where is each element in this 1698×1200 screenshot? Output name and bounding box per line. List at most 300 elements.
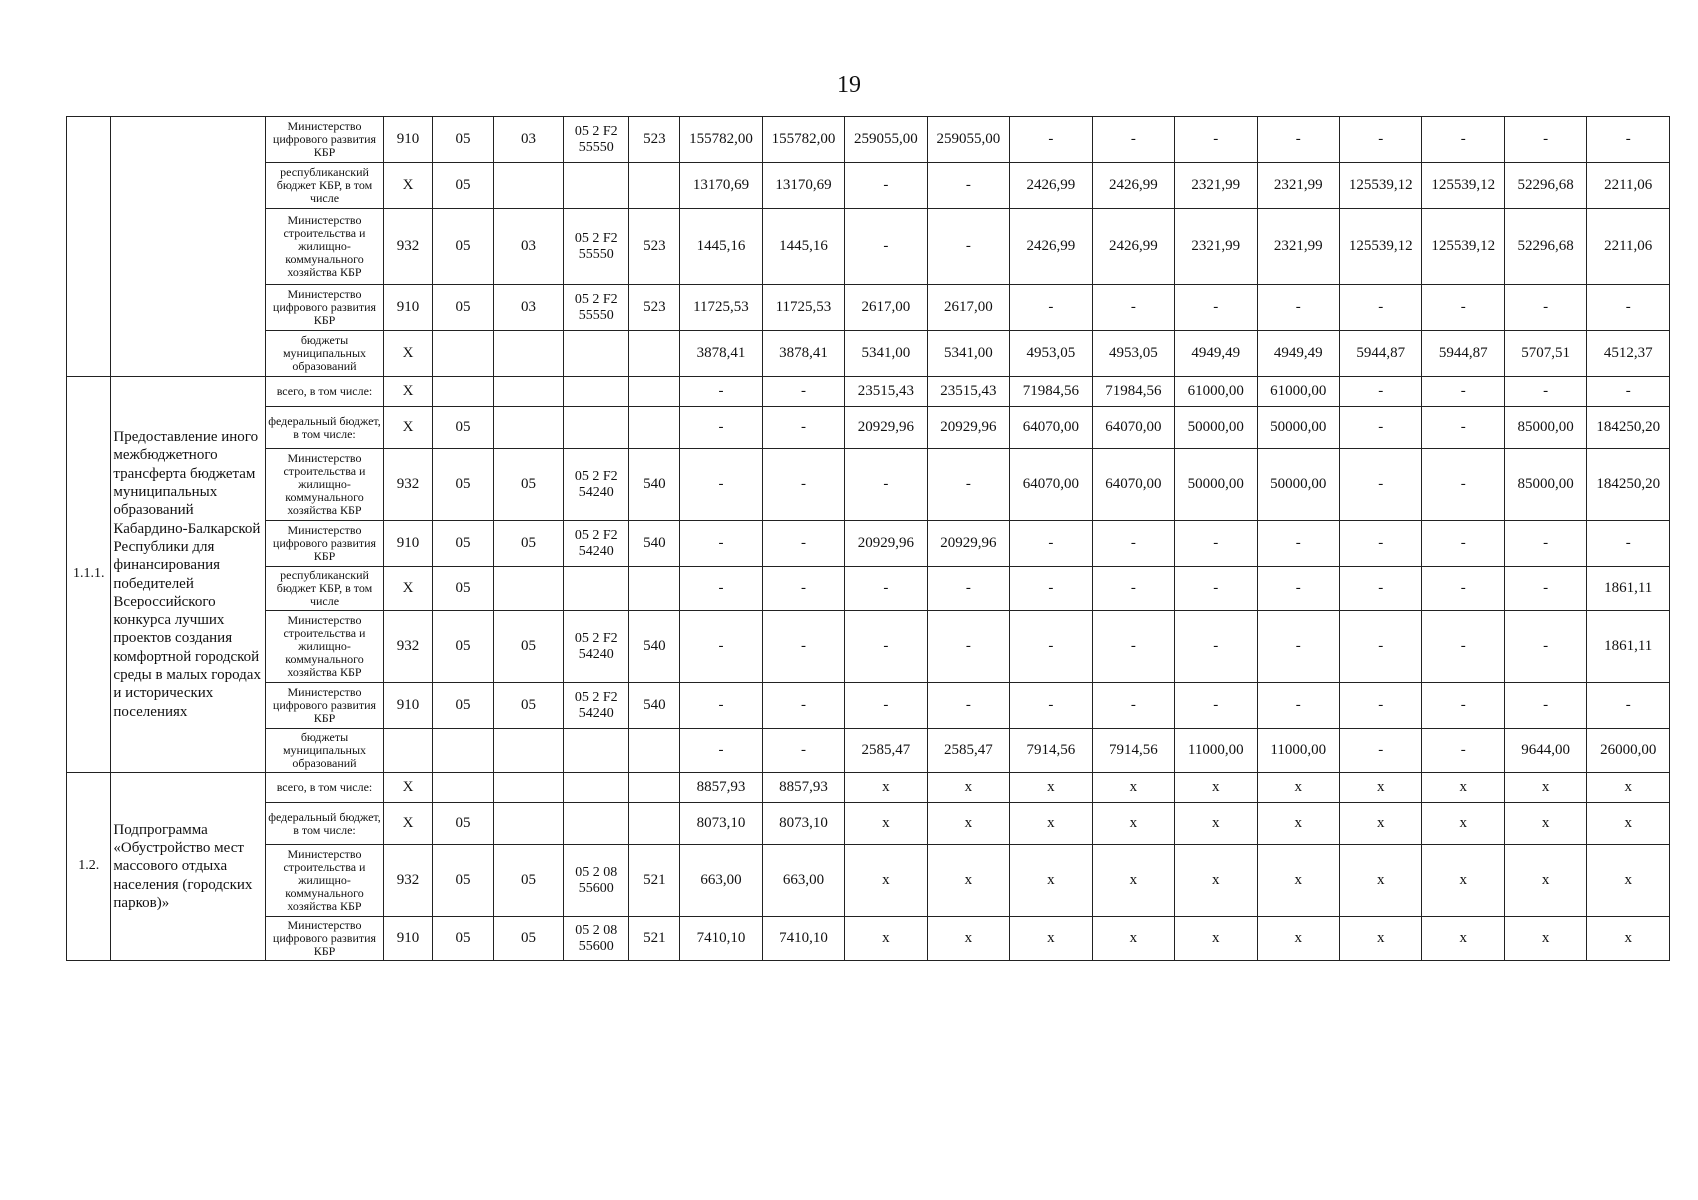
table-row — [67, 917, 1670, 961]
row-value: 50000,00 — [1257, 449, 1339, 521]
row-value: 3878,41 — [762, 331, 844, 377]
row-value: - — [1422, 611, 1504, 683]
row-value: 64070,00 — [1092, 449, 1174, 521]
row-value: 4949,49 — [1257, 331, 1339, 377]
row-value: 71984,56 — [1010, 377, 1092, 407]
row-code-c5 — [629, 377, 680, 407]
row-code-c1: 932 — [384, 449, 433, 521]
row-value: 155782,00 — [762, 117, 844, 163]
row-value: - — [1092, 117, 1174, 163]
row-code-c3 — [494, 331, 564, 377]
row-code-c4 — [563, 407, 629, 449]
row-code-c4 — [563, 803, 629, 845]
row-value: - — [1010, 521, 1092, 567]
row-value: х — [1587, 803, 1670, 845]
row-value: - — [1175, 611, 1257, 683]
row-value: - — [1504, 683, 1586, 729]
row-code-c4 — [563, 377, 629, 407]
row-value: 23515,43 — [927, 377, 1009, 407]
row-value: 2617,00 — [927, 285, 1009, 331]
row-value: 125539,12 — [1422, 209, 1504, 285]
row-code-c2: 05 — [432, 209, 493, 285]
row-code-c4 — [563, 331, 629, 377]
row-value: - — [845, 683, 927, 729]
row-code-c5: 540 — [629, 683, 680, 729]
row-code-c5: 523 — [629, 285, 680, 331]
row-value: х — [1504, 845, 1586, 917]
row-value: - — [1257, 117, 1339, 163]
row-value: 2585,47 — [927, 729, 1009, 773]
row-value: 8073,10 — [762, 803, 844, 845]
group-title: Подпрограмма «Обустройство мест массового отдыха населения (городских парков)» — [111, 773, 265, 961]
row-code-c3 — [494, 407, 564, 449]
group-number: 1.2. — [67, 773, 111, 961]
row-value: - — [1092, 285, 1174, 331]
row-value: - — [927, 683, 1009, 729]
row-value: - — [1339, 449, 1421, 521]
row-value: - — [680, 377, 762, 407]
row-value: - — [1175, 567, 1257, 611]
row-value: х — [927, 803, 1009, 845]
row-value: - — [1010, 683, 1092, 729]
row-value: - — [1010, 567, 1092, 611]
row-value: - — [762, 683, 844, 729]
row-code-c1: 932 — [384, 611, 433, 683]
row-value: - — [1422, 729, 1504, 773]
row-value: - — [845, 163, 927, 209]
row-value: 184250,20 — [1587, 407, 1670, 449]
row-value: х — [1422, 773, 1504, 803]
row-value: 259055,00 — [927, 117, 1009, 163]
row-code-c5: 540 — [629, 521, 680, 567]
row-code-c5 — [629, 567, 680, 611]
row-code-c1: 932 — [384, 845, 433, 917]
row-value: - — [1339, 683, 1421, 729]
row-value: х — [845, 773, 927, 803]
row-code-c2 — [432, 773, 493, 803]
row-value: х — [1175, 773, 1257, 803]
row-source-name: федеральный бюджет, в том числе: — [265, 803, 383, 845]
row-value: - — [1339, 117, 1421, 163]
row-value: - — [1504, 285, 1586, 331]
row-source-name: республиканский бюджет КБР, в том числе — [265, 163, 383, 209]
row-code-c4: 05 2 F2 55550 — [563, 285, 629, 331]
row-value: х — [1257, 845, 1339, 917]
row-code-c4: 05 2 08 55600 — [563, 917, 629, 961]
table-row — [67, 117, 1670, 163]
row-value: 20929,96 — [927, 407, 1009, 449]
row-value: 52296,68 — [1504, 209, 1586, 285]
row-value: 259055,00 — [845, 117, 927, 163]
row-code-c3: 05 — [494, 845, 564, 917]
row-code-c1: 910 — [384, 285, 433, 331]
row-value: х — [1422, 917, 1504, 961]
row-code-c3 — [494, 803, 564, 845]
row-value: 5341,00 — [927, 331, 1009, 377]
row-code-c3: 05 — [494, 683, 564, 729]
row-value: 11725,53 — [762, 285, 844, 331]
row-value: х — [1504, 773, 1586, 803]
row-value: 2321,99 — [1257, 163, 1339, 209]
row-value: 1445,16 — [762, 209, 844, 285]
row-value: - — [762, 407, 844, 449]
row-code-c1: Х — [384, 377, 433, 407]
row-value: 2426,99 — [1010, 209, 1092, 285]
row-value: 20929,96 — [927, 521, 1009, 567]
row-value: 7410,10 — [762, 917, 844, 961]
row-code-c1: Х — [384, 331, 433, 377]
row-value: 7914,56 — [1092, 729, 1174, 773]
row-code-c4 — [563, 163, 629, 209]
row-value: х — [927, 773, 1009, 803]
row-value: 4953,05 — [1092, 331, 1174, 377]
row-value: - — [1504, 117, 1586, 163]
row-value: х — [1092, 917, 1174, 961]
row-value: - — [1504, 611, 1586, 683]
row-value: - — [845, 449, 927, 521]
row-value: 26000,00 — [1587, 729, 1670, 773]
group-number: 1.1.1. — [67, 377, 111, 773]
row-code-c2: 05 — [432, 407, 493, 449]
row-value: - — [680, 521, 762, 567]
row-value: - — [927, 611, 1009, 683]
row-value: 11000,00 — [1175, 729, 1257, 773]
row-value: 8857,93 — [680, 773, 762, 803]
row-value: 2426,99 — [1010, 163, 1092, 209]
row-code-c3: 03 — [494, 117, 564, 163]
row-value: - — [1010, 285, 1092, 331]
row-code-c3 — [494, 729, 564, 773]
row-code-c4 — [563, 567, 629, 611]
group-title — [111, 117, 265, 377]
row-value: - — [762, 611, 844, 683]
row-value: х — [1504, 917, 1586, 961]
row-value: х — [1257, 773, 1339, 803]
row-value: 5944,87 — [1339, 331, 1421, 377]
row-value: - — [680, 611, 762, 683]
row-value: 64070,00 — [1010, 407, 1092, 449]
row-code-c3: 03 — [494, 285, 564, 331]
row-value: х — [1175, 803, 1257, 845]
row-value: 4949,49 — [1175, 331, 1257, 377]
table-row — [67, 845, 1670, 917]
row-code-c2: 05 — [432, 683, 493, 729]
row-value: - — [1092, 567, 1174, 611]
row-code-c4 — [563, 729, 629, 773]
row-value: 85000,00 — [1504, 407, 1586, 449]
row-source-name: Министерство цифрового развития КБР — [265, 285, 383, 331]
row-code-c2: 05 — [432, 803, 493, 845]
row-code-c3 — [494, 377, 564, 407]
row-value: 663,00 — [762, 845, 844, 917]
row-source-name: Министерство строительства и жилищно-коммунального хозяйства КБР — [265, 845, 383, 917]
table-row — [67, 285, 1670, 331]
row-code-c2: 05 — [432, 449, 493, 521]
group-number — [67, 117, 111, 377]
row-value: - — [680, 683, 762, 729]
row-code-c4: 05 2 F2 55550 — [563, 117, 629, 163]
row-source-name: Министерство строительства и жилищно-коммунального хозяйства КБР — [265, 611, 383, 683]
row-value: х — [1010, 773, 1092, 803]
row-value: 1861,11 — [1587, 567, 1670, 611]
row-value: х — [1422, 803, 1504, 845]
row-value: 5341,00 — [845, 331, 927, 377]
group-title: Предоставление иного межбюджетного трансферта бюджетам муниципальных образований Кабардино-Балкарской Республики для финансирования победителей Всероссийского конкурса лучших проектов создания комфортной городской среды в малых городах и исторических поселениях — [111, 377, 265, 773]
row-value: 155782,00 — [680, 117, 762, 163]
row-value: 11000,00 — [1257, 729, 1339, 773]
row-code-c2: 05 — [432, 611, 493, 683]
row-code-c4 — [563, 773, 629, 803]
row-value: - — [1339, 567, 1421, 611]
row-source-name: Министерство цифрового развития КБР — [265, 521, 383, 567]
row-code-c2 — [432, 729, 493, 773]
row-value: - — [927, 209, 1009, 285]
row-value: 8073,10 — [680, 803, 762, 845]
row-value: - — [845, 567, 927, 611]
row-value: х — [1587, 845, 1670, 917]
row-code-c1: Х — [384, 163, 433, 209]
row-value: 85000,00 — [1504, 449, 1586, 521]
row-value: - — [1504, 521, 1586, 567]
table-row — [67, 567, 1670, 611]
row-value: х — [1339, 803, 1421, 845]
row-value: х — [1092, 773, 1174, 803]
row-value: - — [1587, 117, 1670, 163]
row-value: - — [1010, 611, 1092, 683]
row-code-c5: 523 — [629, 209, 680, 285]
row-code-c3 — [494, 773, 564, 803]
row-code-c2 — [432, 377, 493, 407]
row-value: 8857,93 — [762, 773, 844, 803]
row-value: 184250,20 — [1587, 449, 1670, 521]
row-value: х — [1339, 845, 1421, 917]
row-value: 4953,05 — [1010, 331, 1092, 377]
row-value: - — [1422, 117, 1504, 163]
page-number: 19 — [837, 72, 861, 98]
row-value: 7914,56 — [1010, 729, 1092, 773]
row-value: - — [1504, 567, 1586, 611]
row-code-c1: Х — [384, 773, 433, 803]
row-code-c5: 540 — [629, 449, 680, 521]
table-row — [67, 611, 1670, 683]
row-value: 5707,51 — [1504, 331, 1586, 377]
row-value: х — [1257, 803, 1339, 845]
row-source-name: Министерство цифрового развития КБР — [265, 683, 383, 729]
row-value: 663,00 — [680, 845, 762, 917]
row-value: - — [1339, 285, 1421, 331]
row-value: - — [762, 729, 844, 773]
row-source-name: бюджеты муниципальных образований — [265, 331, 383, 377]
row-value: 20929,96 — [845, 521, 927, 567]
row-value: х — [1175, 845, 1257, 917]
row-source-name: Министерство цифрового развития КБР — [265, 917, 383, 961]
row-code-c3: 03 — [494, 209, 564, 285]
row-value: - — [762, 521, 844, 567]
row-value: - — [1422, 407, 1504, 449]
row-code-c2: 05 — [432, 567, 493, 611]
row-value: х — [927, 845, 1009, 917]
row-value: 9644,00 — [1504, 729, 1586, 773]
row-value: 2321,99 — [1175, 163, 1257, 209]
row-value: - — [927, 449, 1009, 521]
row-value: 64070,00 — [1010, 449, 1092, 521]
row-source-name: всего, в том числе: — [265, 773, 383, 803]
row-code-c4: 05 2 F2 54240 — [563, 521, 629, 567]
row-code-c5 — [629, 163, 680, 209]
row-code-c1: 910 — [384, 117, 433, 163]
row-value: - — [1587, 683, 1670, 729]
row-value: х — [845, 917, 927, 961]
row-code-c3 — [494, 567, 564, 611]
table-row — [67, 407, 1670, 449]
row-code-c5 — [629, 407, 680, 449]
row-value: 61000,00 — [1175, 377, 1257, 407]
row-code-c5 — [629, 803, 680, 845]
row-value: х — [845, 803, 927, 845]
row-value: - — [1257, 683, 1339, 729]
row-value: - — [1587, 521, 1670, 567]
row-value: - — [1257, 521, 1339, 567]
row-value: - — [845, 209, 927, 285]
row-code-c2: 05 — [432, 845, 493, 917]
row-value: 50000,00 — [1175, 407, 1257, 449]
row-value: - — [680, 449, 762, 521]
row-value: - — [1422, 377, 1504, 407]
row-value: х — [1092, 845, 1174, 917]
budget-table — [66, 116, 1670, 961]
row-value: 2426,99 — [1092, 209, 1174, 285]
row-source-name: всего, в том числе: — [265, 377, 383, 407]
row-value: - — [1010, 117, 1092, 163]
row-value: - — [1092, 683, 1174, 729]
row-value: - — [927, 163, 1009, 209]
row-value: 2211,06 — [1587, 163, 1670, 209]
row-code-c4: 05 2 F2 54240 — [563, 611, 629, 683]
row-value: 5944,87 — [1422, 331, 1504, 377]
row-value: х — [1092, 803, 1174, 845]
row-value: - — [1339, 377, 1421, 407]
row-value: - — [1175, 285, 1257, 331]
row-value: - — [1339, 729, 1421, 773]
row-value: - — [1339, 611, 1421, 683]
row-value: 64070,00 — [1092, 407, 1174, 449]
row-value: х — [1587, 917, 1670, 961]
row-code-c1: Х — [384, 407, 433, 449]
row-code-c4: 05 2 08 55600 — [563, 845, 629, 917]
row-value: 11725,53 — [680, 285, 762, 331]
row-code-c5: 523 — [629, 117, 680, 163]
row-value: - — [1587, 377, 1670, 407]
row-code-c1: Х — [384, 803, 433, 845]
table-row — [67, 773, 1670, 803]
row-value: х — [1339, 917, 1421, 961]
row-value: 50000,00 — [1175, 449, 1257, 521]
row-value: 7410,10 — [680, 917, 762, 961]
row-value: - — [1422, 285, 1504, 331]
table-row — [67, 521, 1670, 567]
row-value: - — [1175, 521, 1257, 567]
row-value: - — [1339, 407, 1421, 449]
row-code-c4: 05 2 F2 54240 — [563, 683, 629, 729]
row-code-c2: 05 — [432, 163, 493, 209]
row-value: - — [1422, 449, 1504, 521]
row-value: - — [762, 567, 844, 611]
row-value: - — [762, 377, 844, 407]
row-source-name: бюджеты муниципальных образований — [265, 729, 383, 773]
row-value: х — [1175, 917, 1257, 961]
row-value: - — [680, 729, 762, 773]
table-row — [67, 803, 1670, 845]
row-value: х — [1010, 803, 1092, 845]
row-value: - — [1257, 285, 1339, 331]
row-value: - — [680, 407, 762, 449]
row-value: 1861,11 — [1587, 611, 1670, 683]
row-code-c2 — [432, 331, 493, 377]
row-value: 71984,56 — [1092, 377, 1174, 407]
row-value: - — [1422, 567, 1504, 611]
row-value: 2321,99 — [1257, 209, 1339, 285]
row-value: х — [845, 845, 927, 917]
row-code-c1: 910 — [384, 683, 433, 729]
row-value: х — [1339, 773, 1421, 803]
row-value: - — [1257, 611, 1339, 683]
row-value: х — [1422, 845, 1504, 917]
row-value: 13170,69 — [762, 163, 844, 209]
row-value: - — [1092, 521, 1174, 567]
row-code-c3: 05 — [494, 521, 564, 567]
row-value: х — [1504, 803, 1586, 845]
row-value: х — [1257, 917, 1339, 961]
row-source-name: федеральный бюджет, в том числе: — [265, 407, 383, 449]
row-code-c2: 05 — [432, 285, 493, 331]
row-value: - — [1175, 117, 1257, 163]
row-value: 125539,12 — [1339, 163, 1421, 209]
table-row — [67, 683, 1670, 729]
row-value: 2617,00 — [845, 285, 927, 331]
row-value: 3878,41 — [680, 331, 762, 377]
row-value: х — [1010, 917, 1092, 961]
row-code-c1 — [384, 729, 433, 773]
row-value: 20929,96 — [845, 407, 927, 449]
row-source-name: Министерство строительства и жилищно-коммунального хозяйства КБР — [265, 449, 383, 521]
row-value: 61000,00 — [1257, 377, 1339, 407]
row-value: 23515,43 — [845, 377, 927, 407]
table-row — [67, 163, 1670, 209]
row-value: 4512,37 — [1587, 331, 1670, 377]
row-value: 52296,68 — [1504, 163, 1586, 209]
row-code-c5 — [629, 729, 680, 773]
row-source-name: республиканский бюджет КБР, в том числе — [265, 567, 383, 611]
row-value: 50000,00 — [1257, 407, 1339, 449]
row-code-c2: 05 — [432, 117, 493, 163]
table-row — [67, 449, 1670, 521]
row-source-name: Министерство цифрового развития КБР — [265, 117, 383, 163]
row-value: - — [1587, 285, 1670, 331]
row-value: 2426,99 — [1092, 163, 1174, 209]
row-value: х — [1010, 845, 1092, 917]
row-code-c1: 910 — [384, 917, 433, 961]
row-value: 13170,69 — [680, 163, 762, 209]
row-value: - — [1422, 521, 1504, 567]
row-value: - — [927, 567, 1009, 611]
row-value: 2321,99 — [1175, 209, 1257, 285]
row-code-c2: 05 — [432, 521, 493, 567]
row-code-c3 — [494, 163, 564, 209]
row-code-c4: 05 2 F2 55550 — [563, 209, 629, 285]
row-code-c3: 05 — [494, 449, 564, 521]
row-value: 125539,12 — [1422, 163, 1504, 209]
row-code-c1: 932 — [384, 209, 433, 285]
